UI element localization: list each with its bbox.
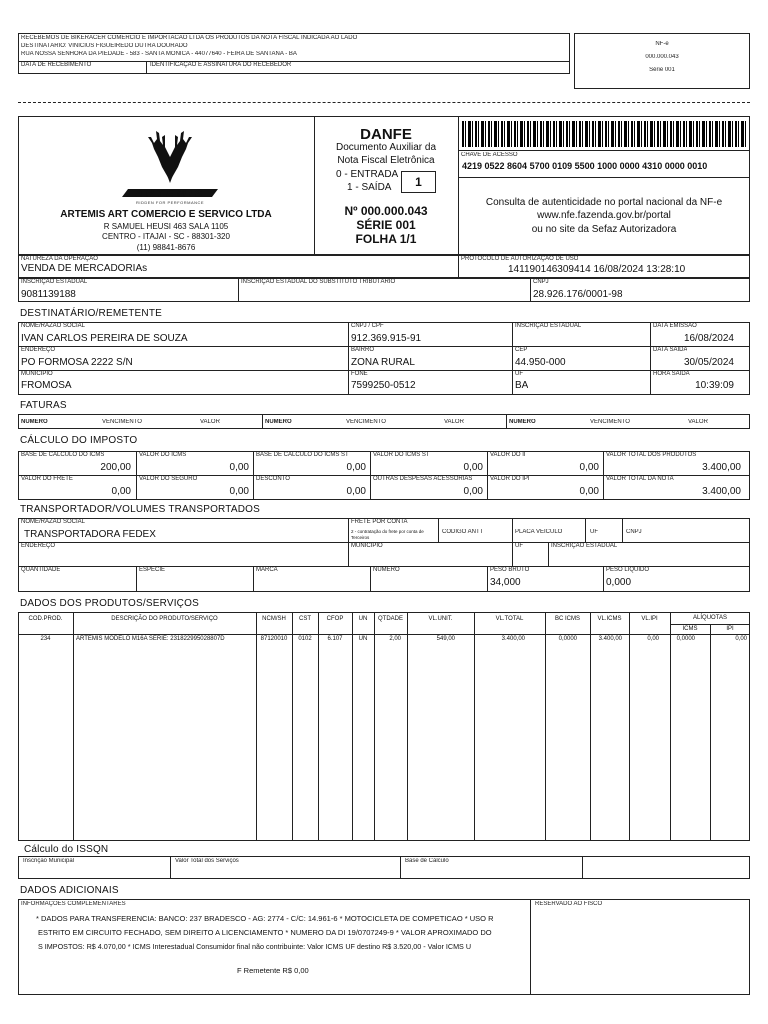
net-weight: 0,000: [606, 577, 632, 588]
recipient-section-title: DESTINATÁRIO/REMETENTE: [20, 308, 163, 319]
row-vl-icms: 3.400,00: [598, 636, 622, 642]
row-ncm: 87120010: [260, 636, 288, 642]
row-description: ARTEMIS MODELO M16A SERIE: 231822995028807D: [76, 636, 225, 642]
col-header-total: VL.TOTAL: [495, 616, 524, 622]
carrier-name-label: NOME/RAZÃO SOCIAL: [21, 519, 86, 525]
cut-line: [18, 102, 750, 103]
recipient-address: PO FORMOSA 2222 S/N: [21, 357, 133, 368]
recipient-cpf: 912.369.915-91: [351, 333, 422, 344]
danfe-subtitle-2: Nota Fiscal Eletrônica: [337, 155, 435, 166]
tax-value-ipi: 0,00: [579, 486, 599, 497]
ie-value: 9081139188: [21, 289, 76, 300]
receipt-line-3: RUA NOSSA SENHORA DA PIEDADE - 583 - SANTA MONICA - 44077640 - FEIRA DE SANTANA - BA: [21, 51, 297, 57]
issuer-phone: (11) 98841-8676: [136, 243, 196, 252]
tax-value-insurance: 0,00: [229, 486, 249, 497]
tax-value-icms-st: 0,00: [463, 462, 483, 473]
receipt-nfe-label: NF-e: [655, 41, 669, 47]
issqn-box: [18, 856, 750, 879]
gross-weight: 34,000: [490, 577, 521, 588]
recipient-district: ZONA RURAL: [351, 357, 415, 368]
quantity-label: QUANTIDADE: [21, 567, 61, 573]
invoice-header-value-3: VALOR: [688, 419, 708, 425]
receipt-line-2: DESTINATÁRIO: VINICIUS FIGUEIREDO DUTRA DOURADO: [21, 43, 188, 49]
row-rate-ipi: 0,00: [735, 636, 747, 642]
recipient-district-label: BAIRRO: [351, 347, 375, 353]
tax-label-base-icms: BASE DE CÁLCULO DO ICMS: [21, 452, 105, 458]
issuer-city: CENTRO - ITAJAI - SC - 88301-320: [102, 232, 230, 241]
carrier-city-label: MUNICIPIO: [351, 543, 383, 549]
invoice-header-number-1: NÚMERO: [21, 419, 48, 425]
danfe-saida: 1 - SAÍDA: [347, 182, 392, 193]
products-table: [18, 612, 750, 841]
tax-label-freight: VALOR DO FRETE: [21, 476, 73, 482]
issue-date: 16/08/2024: [683, 333, 734, 344]
iest-label: INSCRIÇÃO ESTADUAL DO SUBSTITUTO TRIBUTÁRIO: [241, 279, 396, 285]
danfe-number: Nº 000.000.043: [344, 204, 428, 218]
recipient-uf: BA: [515, 380, 529, 391]
recipient-name: IVAN CARLOS PEREIRA DE SOUZA: [21, 333, 188, 344]
col-header-rate-ipi: IPI: [726, 626, 734, 632]
recipient-address-label: ENDEREÇO: [21, 347, 56, 353]
issuer-name: ARTEMIS ART COMERCIO E SERVICO LTDA: [60, 209, 272, 220]
receipt-signature-label: IDENTIFICAÇÃO E ASSINATURA DO RECEBEDOR: [150, 62, 292, 68]
nature-label: NATUREZA DA OPERAÇÃO: [21, 256, 98, 262]
access-key-value: 4219 0522 8604 5700 0109 5500 1000 0000 4310 0000 0010: [462, 161, 708, 171]
consult-line-1: Consulta de autenticidade no portal nacional da NF-e: [485, 197, 723, 208]
protocol-label: PROTOCOLO DE AUTORIZAÇÃO DE USO: [461, 256, 579, 262]
brand-tagline: RIDDEN FOR PERFORMANCE: [135, 200, 205, 205]
consult-line-3: ou no site da Sefaz Autorizadora: [531, 224, 677, 235]
additional-section-title: DADOS ADICIONAIS: [20, 885, 119, 896]
brand-label: MARCA: [256, 567, 278, 573]
cnpj-label: CNPJ: [533, 279, 549, 285]
tax-value-base-icms: 200,00: [100, 462, 131, 473]
exit-date: 30/05/2024: [683, 357, 734, 368]
carrier-section-title: TRANSPORTADOR/VOLUMES TRANSPORTADOS: [20, 504, 261, 515]
tax-label-base-st: BASE DE CÁLCULO DO ICMS ST: [256, 452, 349, 458]
row-vl-ipi: 0,00: [647, 636, 659, 642]
recipient-uf-label: UF: [515, 371, 523, 377]
row-cst: 0102: [298, 636, 312, 642]
row-code: 234: [40, 636, 51, 642]
exit-date-label: DATA SAIDA: [653, 347, 688, 353]
recipient-phone: 7599250-0512: [351, 380, 416, 391]
row-cfop: 6.107: [327, 636, 343, 642]
col-header-code: COD.PROD.: [28, 616, 63, 622]
row-bc-icms: 0,0000: [558, 636, 577, 642]
tax-label-icms: VALOR DO ICMS: [139, 452, 187, 458]
tax-label-total-note: VALOR TOTAL DA NOTA: [606, 476, 674, 482]
invoice-header-number-2: NÚMERO: [265, 419, 292, 425]
number-label: NUMERO: [373, 567, 400, 573]
plate-label: PLACA VEÍCULO: [515, 529, 563, 535]
access-key-label: CHAVE DE ACESSO: [461, 152, 518, 158]
receipt-date-label: DATA DE RECEBIMENTO: [21, 62, 92, 68]
invoice-header-due-1: VENCIMENTO: [102, 419, 142, 425]
issuer-address: R SAMUEL HEUSI 463 SALA 1105: [103, 222, 229, 231]
gross-weight-label: PESO BRUTO: [490, 567, 530, 573]
tax-section-title: CÁLCULO DO IMPOSTO: [20, 435, 138, 446]
exit-time: 10:39:09: [695, 380, 734, 391]
col-header-bc-icms: BC ICMS: [554, 616, 580, 622]
col-header-cst: CST: [299, 616, 311, 622]
issue-date-label: DATA EMISSÃO: [653, 323, 697, 329]
carrier-uf-label: UF: [590, 529, 598, 535]
species-label: ESPÉCIE: [139, 567, 166, 573]
tax-label-icms-st: VALOR DO ICMS ST: [373, 452, 430, 458]
issqn-total-label: Valor Total dos Serviços: [175, 858, 239, 864]
tax-value-total-note: 3.400,00: [702, 486, 741, 497]
col-header-rate-icms: ICMS: [682, 626, 698, 632]
col-header-vl-icms: VL.ICMS: [597, 616, 622, 622]
col-header-rates: ALÍQUOTAS: [693, 615, 727, 621]
additional-line-4: F Remetente R$ 0,00: [237, 966, 309, 975]
recipient-city-label: MUNICIPIO: [21, 371, 53, 377]
additional-line-1: * DADOS PARA TRANSFERENCIA: BANCO: 237 BRADESCO - AG: 2774 - C/C: 14.961-6 * MOTOCICLETA DE COMPETICAO * USO R: [36, 914, 494, 923]
carrier-cnpj-label: CNPJ: [626, 529, 642, 535]
invoice-header-number-3: NÚMERO: [509, 419, 536, 425]
protocol-value: 141190146309414 16/08/2024 13:28:10: [508, 264, 686, 275]
row-rate-icms: 0,0000: [676, 636, 695, 642]
cnpj-value: 28.926.176/0001-98: [533, 289, 623, 300]
invoice-header-due-2: VENCIMENTO: [346, 419, 386, 425]
tax-value-ii: 0,00: [579, 462, 599, 473]
tax-value-other: 0,00: [463, 486, 483, 497]
tax-value-total-products: 3.400,00: [702, 462, 741, 473]
col-header-ncm: NCM/SH: [262, 616, 286, 622]
recipient-phone-label: FONE: [351, 371, 368, 377]
tax-label-insurance: VALOR DO SEGURO: [139, 476, 198, 482]
row-total: 3.400,00: [501, 636, 525, 642]
brand-wordmark: ARTEMIS: [134, 188, 206, 200]
invoice-header-value-1: VALOR: [200, 419, 220, 425]
col-header-qty: QTDADE: [377, 616, 403, 622]
recipient-name-label: NOME/RAZÃO SOCIAL: [21, 323, 86, 329]
additional-line-2: ESTRITO EM CIRCUITO FECHADO, SEM DIREITO A LICENCIAMENTO * NUMERO DA DI 19/0707249-9 * VALOR APROXIMADO DO: [38, 928, 492, 937]
recipient-cep-label: CEP: [515, 347, 528, 353]
issqn-base-label: Base de Cálculo: [405, 858, 449, 864]
invoices-section-title: FATURAS: [20, 400, 67, 411]
antt-label: CÓDIGO ANTT: [442, 529, 484, 535]
exit-time-label: HORA SAIDA: [653, 371, 690, 377]
recipient-city: FROMOSA: [21, 380, 72, 391]
col-header-cfop: CFOP: [326, 616, 344, 622]
recipient-cpf-label: CNPJ / CPF: [351, 323, 384, 329]
carrier-name: TRANSPORTADORA FEDEX: [24, 529, 156, 540]
additional-info-label: INFORMAÇÕES COMPLEMENTARES: [21, 901, 126, 907]
tax-value-icms: 0,00: [229, 462, 249, 473]
tax-label-ii: VALOR DO II: [490, 452, 526, 458]
additional-line-3: S IMPOSTOS: R$ 4.070,00 * ICMS Interestadual Consumidor final não contribuinte: Valor ICMS UF destino R$ 3.520,00 - Valor ICMS U: [38, 942, 472, 951]
tax-label-discount: DESCONTO: [256, 476, 290, 482]
col-header-un: UN: [358, 616, 368, 622]
tax-value-base-st: 0,00: [346, 462, 366, 473]
carrier-address-label: ENDEREÇO: [21, 543, 56, 549]
issqn-im-label: Inscrição Municipal: [23, 858, 75, 864]
recipient-ie-label: INSCRIÇÃO ESTADUAL: [515, 323, 582, 329]
col-header-unit-value: VL.UNIT.: [428, 616, 453, 622]
danfe-sheet: FOLHA 1/1: [355, 232, 417, 246]
tax-value-discount: 0,00: [346, 486, 366, 497]
tax-label-total-products: VALOR TOTAL DOS PRODUTOS: [606, 452, 697, 458]
tax-label-ipi: VALOR DO IPI: [490, 476, 530, 482]
ie-label: INSCRIÇÃO ESTADUAL: [21, 279, 88, 285]
issqn-section-title: Cálculo do ISSQN: [24, 844, 109, 855]
receipt-line-1: RECEBEMOS DE BIKERACER COMERCIO E IMPORTACAO LTDA OS PRODUTOS DA NOTA FISCAL INDICADA AO LADO: [21, 35, 358, 41]
freight-label: FRETE POR CONTA: [351, 519, 408, 525]
row-unit-value: 549,00: [436, 636, 455, 642]
receipt-nfe-number: 000.000.043: [645, 54, 679, 60]
invoice-header-due-3: VENCIMENTO: [590, 419, 630, 425]
danfe-subtitle-1: Documento Auxiliar da: [335, 142, 437, 153]
consult-line-2: www.nfe.fazenda.gov.br/portal: [537, 210, 671, 221]
danfe-series: SÉRIE 001: [356, 218, 416, 232]
row-un: UN: [358, 636, 368, 642]
fisco-label: RESERVADO AO FISCO: [535, 901, 603, 907]
danfe-title: DANFE: [360, 126, 412, 143]
col-header-description: DESCRIÇÃO DO PRODUTO/SERVIÇO: [111, 616, 218, 622]
tax-label-other: OUTRAS DESPESAS ACESSÓRIAS: [373, 476, 473, 482]
invoice-header-value-2: VALOR: [444, 419, 464, 425]
row-qty: 2,00: [389, 636, 401, 642]
danfe-type-box: 1: [401, 171, 436, 193]
freight-value: 2 - contratação do frete por conta de Terceiros: [351, 529, 424, 540]
recipient-cep: 44.950-000: [515, 357, 566, 368]
net-weight-label: PESO LIQUIDO: [606, 567, 650, 573]
tax-value-freight: 0,00: [111, 486, 131, 497]
barcode: [462, 121, 746, 147]
danfe-entrada: 0 - ENTRADA: [336, 169, 399, 180]
products-section-title: DADOS DOS PRODUTOS/SERVIÇOS: [20, 598, 199, 609]
receipt-nfe-serie: Série 001: [649, 67, 675, 73]
carrier-uf2-label: UF: [515, 543, 523, 549]
carrier-ie-label: INSCRIÇÃO ESTADUAL: [551, 543, 618, 549]
col-header-vl-ipi: VL.IPI: [641, 616, 658, 622]
nature-value: VENDA DE MERCADORIAs: [21, 263, 148, 274]
